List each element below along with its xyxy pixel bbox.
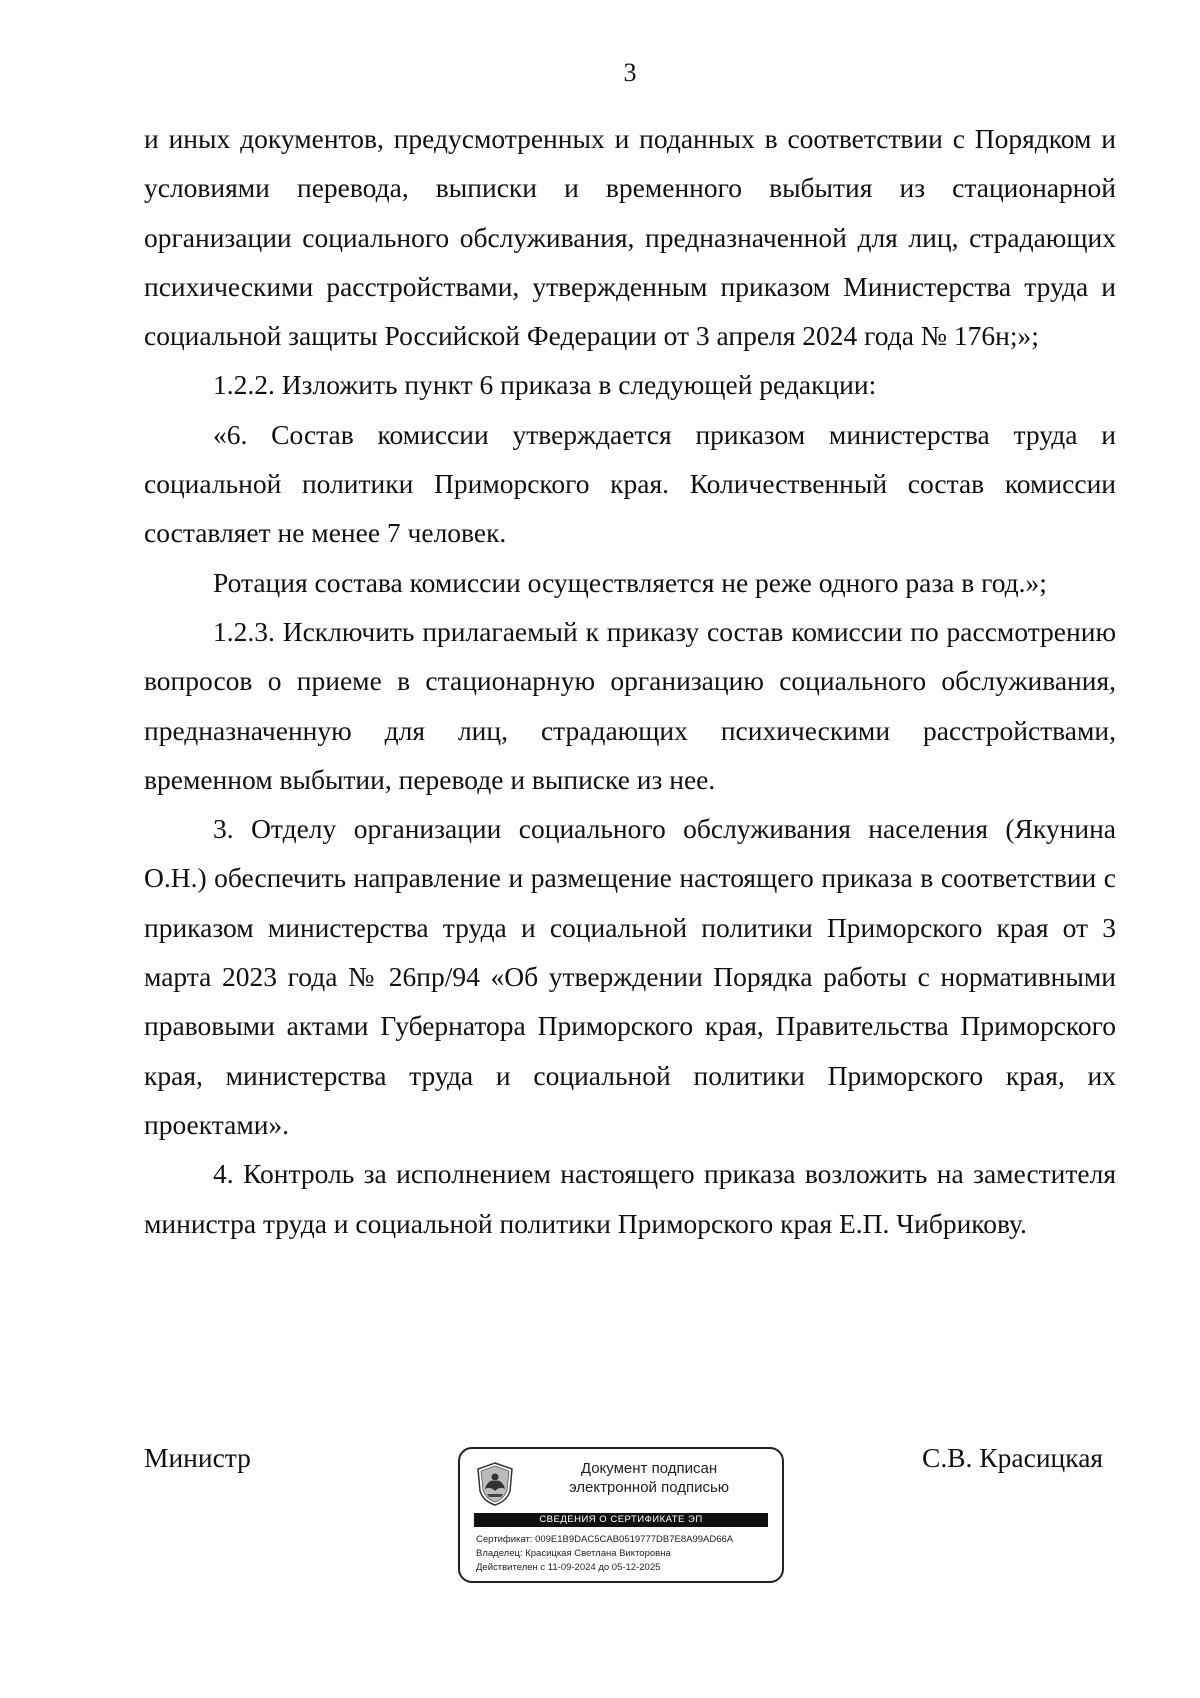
signatory-name: С.В. Красицкая bbox=[922, 1442, 1104, 1473]
page-number: 3 bbox=[623, 58, 637, 87]
paragraph-rotation: Ротация состава комиссии осуществляется не реже одного раза в год.»; bbox=[213, 566, 1047, 598]
stamp-certificate-bar: СВЕДЕНИЯ О СЕРТИФИКАТЕ ЭП bbox=[474, 1513, 768, 1527]
stamp-details bbox=[476, 1533, 733, 1575]
electronic-signature-stamp bbox=[458, 1447, 784, 1583]
stamp-certificate: Сертификат: 009E1B9DAC5CAB0519777DB7E8A99AD66A bbox=[476, 1534, 734, 1545]
paragraph-3: 3. Отделу организации социального обслуживания населения (Якунина О.Н.) обеспечить направление и размещение настоящего приказа в соответствии с приказом министерства труда и социальной политики Приморского края от 3 марта 2023 года № 26пр/94 «Об утверждении Порядка работы с нормативными правовыми актами Губернатора Приморского края, Правительства Приморского края, министерства труда и социальной политики Приморского края, их проектами». bbox=[144, 813, 1116, 1140]
stamp-validity: Действителен с 11-09-2024 до 05-12-2025 bbox=[476, 1562, 661, 1573]
stamp-heading-line1: Документ подписан bbox=[580, 1460, 718, 1477]
paragraph-continuation: и иных документов, предусмотренных и поданных в соответствии с Порядком и условиями перевода, выписки и временного выбытия из стационарной организации социального обслуживания, предназначенной для лиц, страдающих психическими расстройствами, утвержденным приказом Министерства труда и социальной защиты Российской Федерации от 3 апреля 2024 года № 176н;»; bbox=[144, 123, 1116, 352]
document-body bbox=[144, 114, 1116, 1248]
stamp-heading bbox=[526, 1459, 772, 1497]
stamp-owner: Владелец: Красицкая Светлана Викторовна bbox=[476, 1548, 671, 1559]
stamp-heading-line2: электронной подписью bbox=[568, 1479, 730, 1496]
paragraph-item-6: «6. Состав комиссии утверждается приказом министерства труда и социальной политики Приморского края. Количественный состав комиссии составляет не менее 7 человек. bbox=[144, 418, 1116, 549]
paragraph-1-2-3: 1.2.3. Исключить прилагаемый к приказу состав комиссии по рассмотрению вопросов о приеме в стационарную организацию социального обслуживания, предназначенную для лиц, страдающих психическими расстройствами, временном выбытии, переводе и выписке из нее. bbox=[144, 615, 1116, 795]
coat-of-arms-icon bbox=[474, 1461, 516, 1507]
paragraph-4: 4. Контроль за исполнением настоящего приказа возложить на заместителя министра труда и социальной политики Приморского края Е.П. Чибрикову. bbox=[144, 1158, 1116, 1239]
signatory-title: Министр bbox=[144, 1442, 251, 1473]
paragraph-1-2-2: 1.2.2. Изложить пункт 6 приказа в следующей редакции: bbox=[213, 369, 877, 401]
